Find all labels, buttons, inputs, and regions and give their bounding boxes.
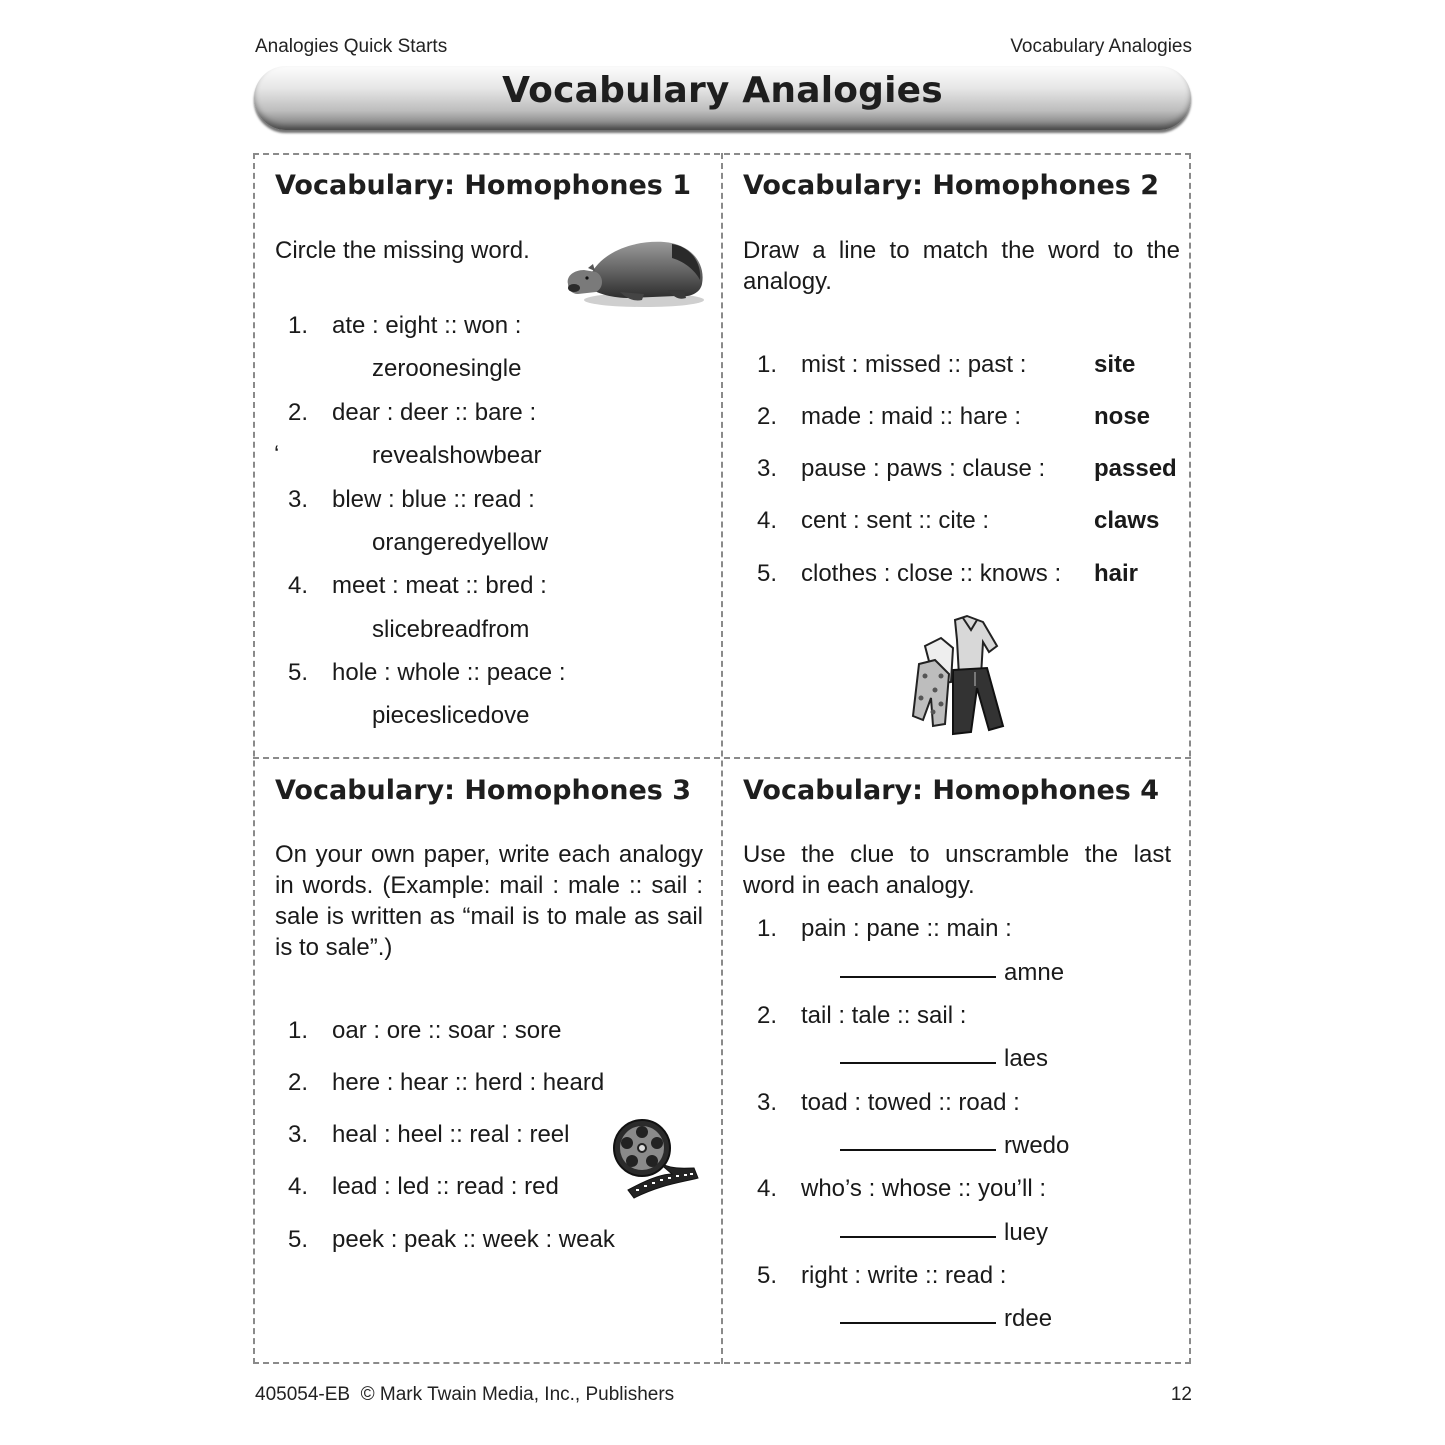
panel1-item-choices[interactable]: pieceslicedove xyxy=(372,702,530,729)
film-reel-icon xyxy=(612,1118,707,1202)
panel1-instructions: Circle the missing word. xyxy=(275,237,530,264)
grid-divider-horizontal xyxy=(253,757,1191,759)
header-left-text: Analogies Quick Starts xyxy=(255,36,448,57)
panel1-item-choices[interactable]: revealshowbear xyxy=(372,442,542,469)
panel1-stray-mark: ‘ xyxy=(274,441,280,468)
panel3-item-number: 4. xyxy=(288,1173,309,1200)
panel3-item-prompt: lead : led :: read : red xyxy=(332,1173,559,1200)
panel3-item-number: 1. xyxy=(288,1017,309,1044)
panel3-item-number: 3. xyxy=(288,1121,309,1148)
answer-blank[interactable] xyxy=(840,1060,996,1064)
panel3-item-number: 2. xyxy=(288,1069,309,1096)
answer-blank[interactable] xyxy=(840,1320,996,1324)
panel4-scrambled-word: laes xyxy=(1004,1045,1049,1072)
panel4-scrambled-word: rdee xyxy=(1004,1305,1053,1332)
panel4-instructions: Use the clue to unscramble the last word in each analogy. xyxy=(743,841,1171,899)
panel1-item-choices[interactable]: zeroonesingle xyxy=(372,355,522,382)
panel1-item-number: 4. xyxy=(288,572,309,599)
answer-blank[interactable] xyxy=(840,1147,996,1151)
panel2-answer-word[interactable]: site xyxy=(1094,351,1136,378)
panel2-title: Vocabulary: Homophones 2 xyxy=(743,170,1160,201)
panel4-scrambled-word: rwedo xyxy=(1004,1132,1070,1159)
panel1-item-number: 3. xyxy=(288,486,309,513)
panel4-item-prompt: right : write :: read : xyxy=(801,1262,1007,1289)
answer-blank[interactable] xyxy=(840,974,996,978)
panel4-item-prompt: tail : tale :: sail : xyxy=(801,1002,967,1029)
panel1-item-number: 5. xyxy=(288,659,309,686)
panel1-item-choices[interactable]: slicebreadfrom xyxy=(372,616,530,643)
panel2-item-number: 2. xyxy=(757,403,778,430)
panel1-title: Vocabulary: Homophones 1 xyxy=(275,170,692,201)
panel2-item-prompt: cent : sent :: cite : xyxy=(801,507,990,534)
panel1-item-prompt: ate : eight :: won : xyxy=(332,312,522,339)
panel1-item-number: 2. xyxy=(288,399,309,426)
page-number: 12 xyxy=(1170,1384,1192,1405)
panel3-item-prompt: heal : heel :: real : reel xyxy=(332,1121,570,1148)
panel3-item-prompt: peek : peak :: week : weak xyxy=(332,1226,615,1253)
panel3-title: Vocabulary: Homophones 3 xyxy=(275,775,692,806)
panel3-item-prompt: oar : ore :: soar : sore xyxy=(332,1017,562,1044)
panel4-answer-line[interactable] xyxy=(840,1219,1048,1247)
panel4-answer-line[interactable] xyxy=(840,1045,1048,1073)
panel4-item-number: 1. xyxy=(757,915,778,942)
panel3-item-number: 5. xyxy=(288,1226,309,1253)
panel4-item-number: 3. xyxy=(757,1089,778,1116)
panel4-item-prompt: who’s : whose :: you’ll : xyxy=(801,1175,1047,1202)
panel2-answer-word[interactable]: claws xyxy=(1094,507,1160,534)
page-title: Vocabulary Analogies xyxy=(502,70,943,111)
panel4-scrambled-word: luey xyxy=(1004,1219,1049,1246)
panel2-item-prompt: pause : paws : clause : xyxy=(801,455,1046,482)
panel2-instructions: Draw a line to match the word to the analogy. xyxy=(743,237,1180,295)
footer-copyright: 405054-EB © Mark Twain Media, Inc., Publishers xyxy=(255,1384,675,1405)
panel4-title: Vocabulary: Homophones 4 xyxy=(743,775,1160,806)
panel1-item-number: 1. xyxy=(288,312,309,339)
panel2-answer-word[interactable]: hair xyxy=(1094,560,1139,587)
panel4-item-number: 2. xyxy=(757,1002,778,1029)
panel2-answer-word[interactable]: passed xyxy=(1094,455,1177,482)
panel3-instructions: On your own paper, write each analogy in words. (Example: mail : male :: sail : sale is written as “mail is to male as sail is to sale”.) xyxy=(275,841,703,961)
panel2-item-prompt: clothes : close :: knows : xyxy=(801,560,1062,587)
panel4-item-number: 4. xyxy=(757,1175,778,1202)
panel1-item-prompt: blew : blue :: read : xyxy=(332,486,535,513)
panel1-item-prompt: meet : meat :: bred : xyxy=(332,572,547,599)
panel2-item-prompt: mist : missed :: past : xyxy=(801,351,1027,378)
panel2-item-number: 4. xyxy=(757,507,778,534)
header-right-text: Vocabulary Analogies xyxy=(1010,36,1192,57)
panel4-item-number: 5. xyxy=(757,1262,778,1289)
panel2-item-number: 5. xyxy=(757,560,778,587)
panel4-item-prompt: pain : pane :: main : xyxy=(801,915,1012,942)
bear-icon xyxy=(560,232,710,312)
panel4-scrambled-word: amne xyxy=(1004,959,1065,986)
answer-blank[interactable] xyxy=(840,1234,996,1238)
panel1-item-prompt: dear : deer :: bare : xyxy=(332,399,537,426)
panel4-answer-line[interactable] xyxy=(840,959,1064,987)
panel2-item-prompt: made : maid :: hare : xyxy=(801,403,1022,430)
panel4-item-prompt: toad : towed :: road : xyxy=(801,1089,1020,1116)
title-banner xyxy=(254,66,1191,130)
panel1-item-prompt: hole : whole :: peace : xyxy=(332,659,566,686)
clothes-icon xyxy=(905,612,1010,737)
panel4-answer-line[interactable] xyxy=(840,1305,1052,1333)
panel4-answer-line[interactable] xyxy=(840,1132,1069,1160)
panel3-item-prompt: here : hear :: herd : heard xyxy=(332,1069,605,1096)
panel2-item-number: 1. xyxy=(757,351,778,378)
panel1-item-choices[interactable]: orangeredyellow xyxy=(372,529,549,556)
panel2-answer-word[interactable]: nose xyxy=(1094,403,1151,430)
panel2-item-number: 3. xyxy=(757,455,778,482)
